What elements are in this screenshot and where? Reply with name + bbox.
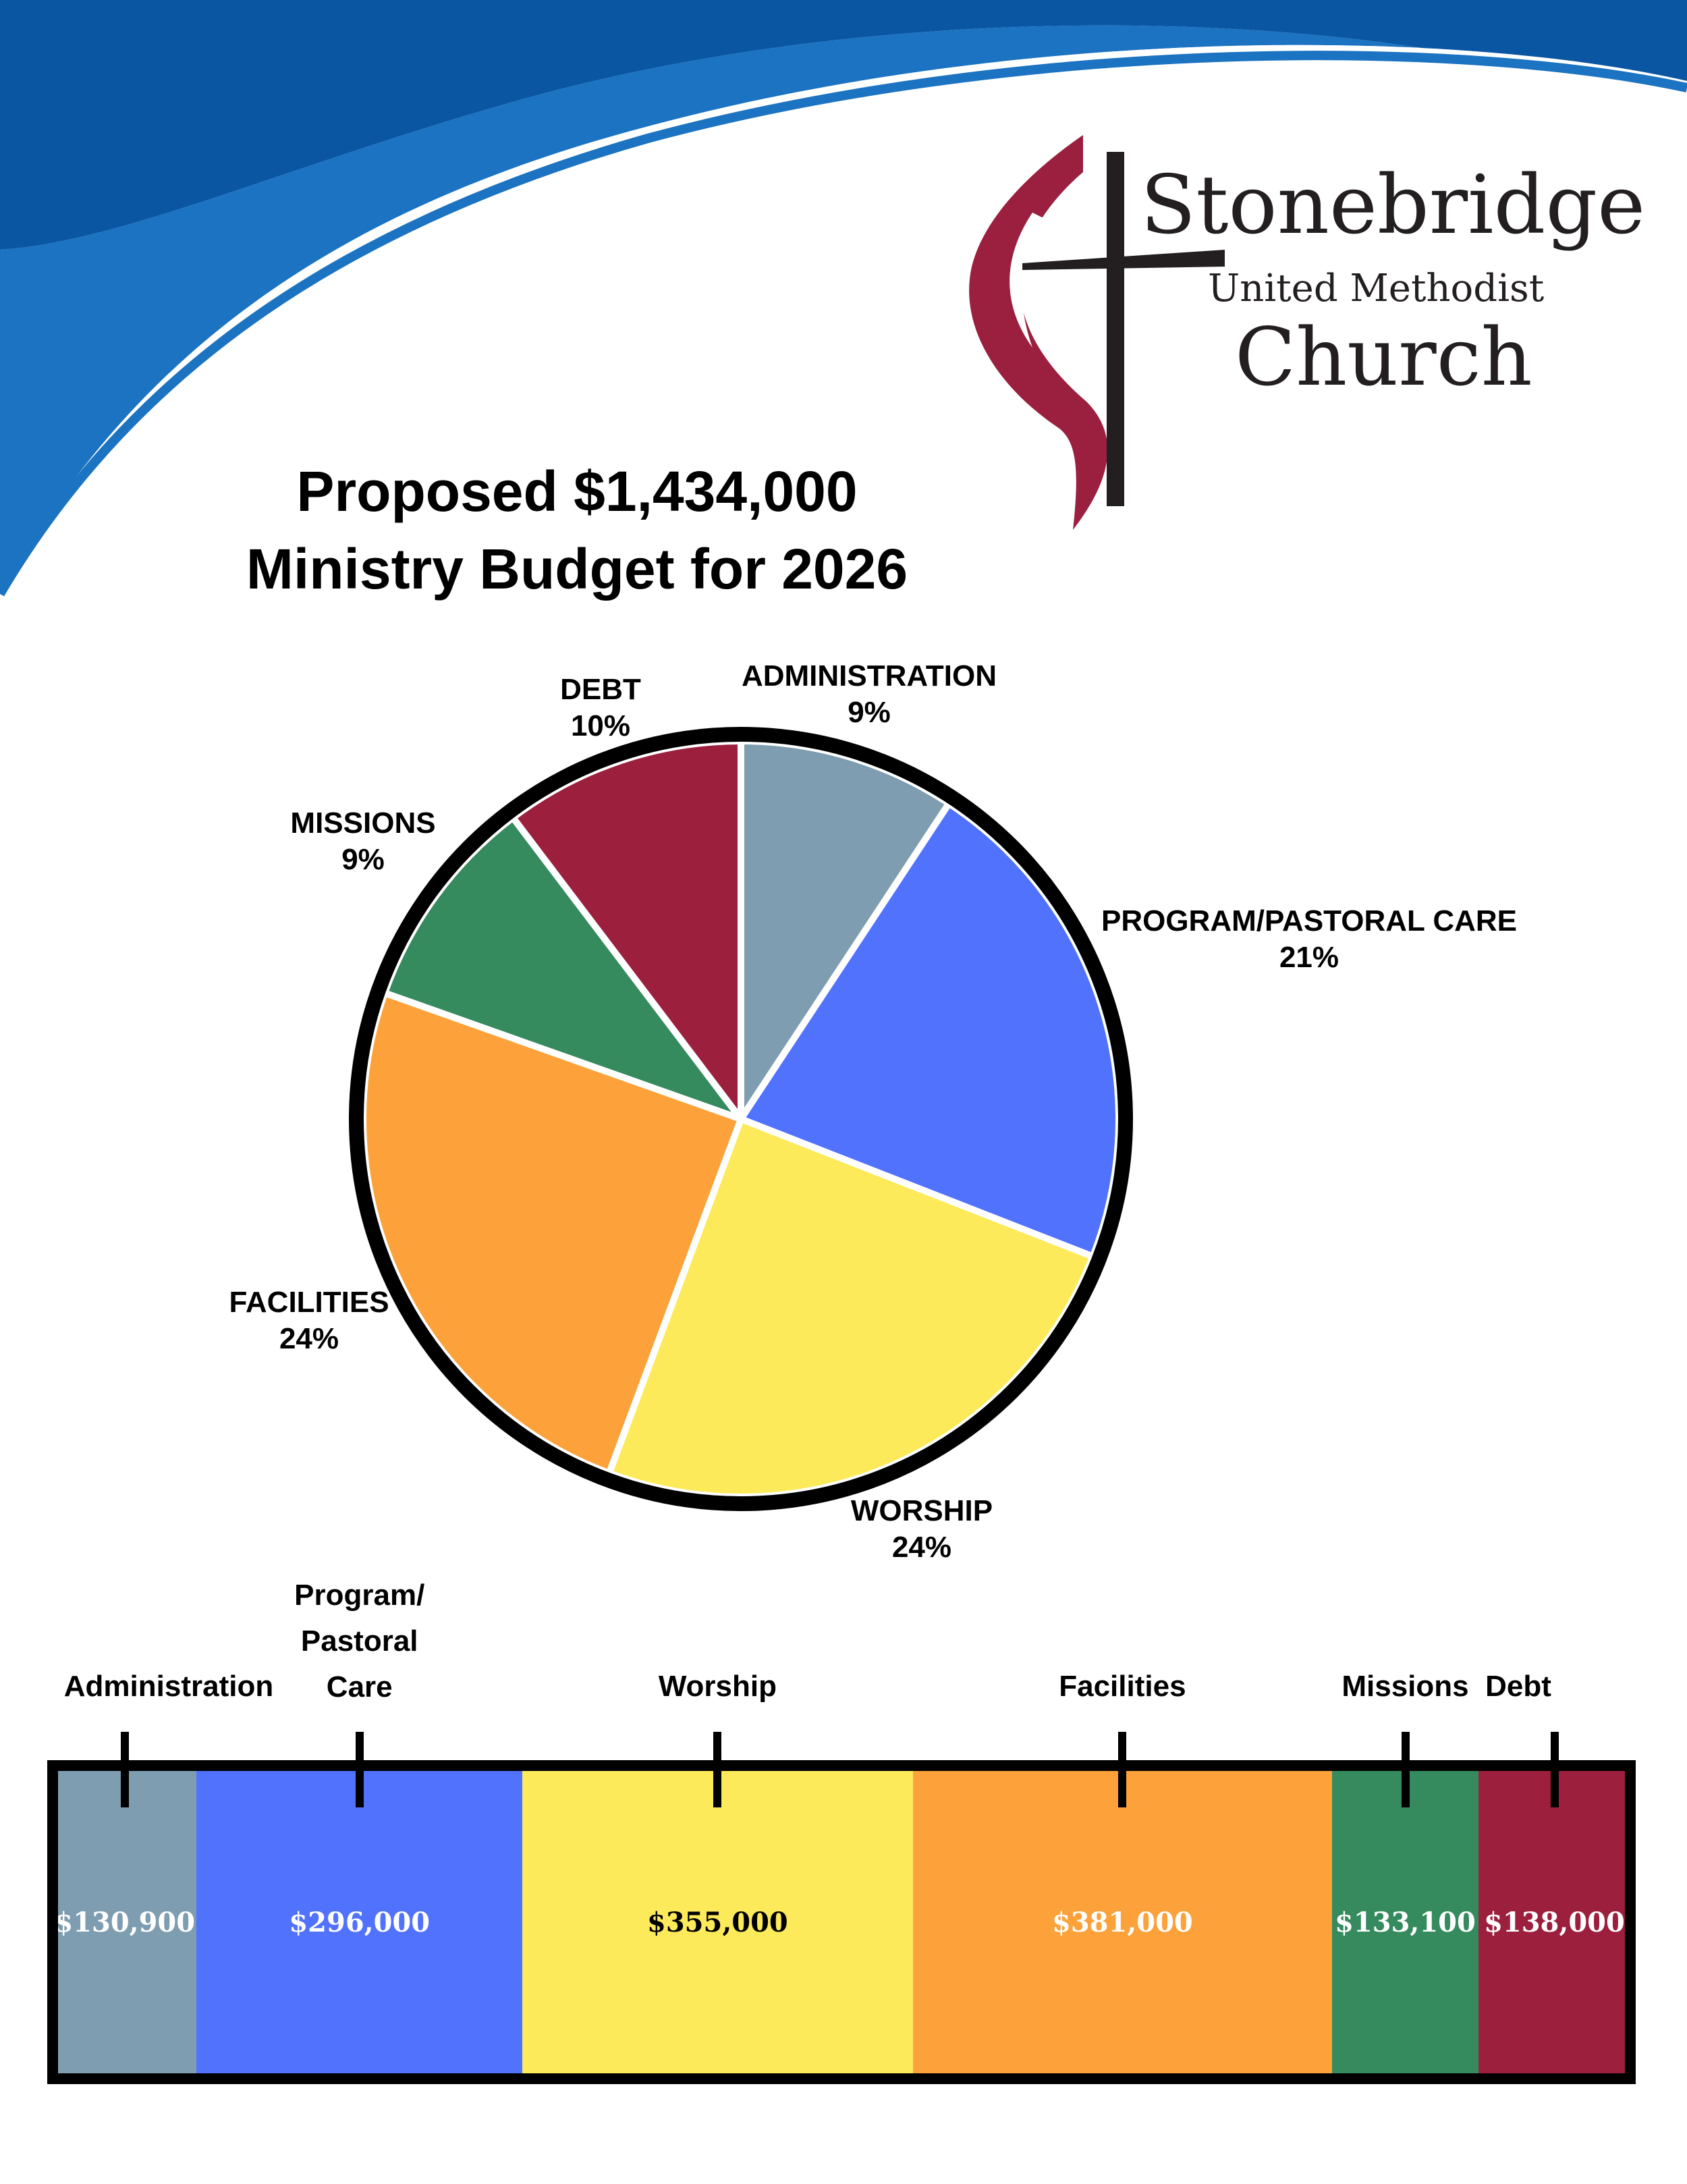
logo-subtitle: United Methodist bbox=[1208, 267, 1545, 310]
pie-label-name: FACILITIES bbox=[229, 1286, 389, 1319]
pie-label-missions bbox=[127, 805, 599, 878]
bar-category-label: Program/ Pastoral Care bbox=[294, 1579, 425, 1703]
bar-category-label: Debt bbox=[1485, 1670, 1551, 1703]
budget-title-line1: Proposed $1,434,000 bbox=[296, 460, 858, 523]
bar-category-label: Missions bbox=[1342, 1670, 1469, 1703]
pie-label-name: ADMINISTRATION bbox=[741, 659, 997, 692]
bar-tick bbox=[121, 1732, 129, 1807]
pie-label-percent: 10% bbox=[570, 709, 631, 742]
pie-label-percent: 24% bbox=[279, 1322, 339, 1355]
logo-church: Church bbox=[1235, 310, 1532, 404]
bar-value-label: $381,000 bbox=[1051, 1906, 1193, 1938]
stacked-bar-frame bbox=[47, 1760, 1636, 2084]
bar-tick bbox=[713, 1732, 721, 1807]
pie-label-percent: 9% bbox=[341, 843, 385, 876]
pie-label-name: WORSHIP bbox=[850, 1494, 993, 1527]
pie-label-program-pastoral-care bbox=[1073, 903, 1545, 976]
pie-label-percent: 21% bbox=[1279, 941, 1339, 974]
bar-tick bbox=[1551, 1732, 1559, 1807]
pie-label-name: PROGRAM/PASTORAL CARE bbox=[1101, 904, 1518, 937]
pie-label-worship bbox=[686, 1493, 1158, 1566]
bar-value-label: $130,900 bbox=[54, 1906, 196, 1938]
pie-label-facilities bbox=[73, 1284, 545, 1357]
pie-label-name: DEBT bbox=[560, 673, 641, 706]
bar-tick bbox=[1402, 1732, 1410, 1807]
bar-value-label: $296,000 bbox=[289, 1906, 431, 1938]
pie-label-percent: 24% bbox=[891, 1531, 952, 1564]
pie-label-debt bbox=[364, 672, 837, 744]
bar-category-label: Worship bbox=[658, 1670, 777, 1703]
bar-tick bbox=[356, 1732, 364, 1807]
budget-title-line2: Ministry Budget for 2026 bbox=[246, 537, 908, 601]
bar-category-label: Administration bbox=[63, 1670, 274, 1703]
bar-value-label: $355,000 bbox=[647, 1906, 788, 1938]
bar-category-label: Facilities bbox=[1059, 1670, 1186, 1703]
bar-value-label: $138,000 bbox=[1484, 1906, 1625, 1938]
logo-name: Stonebridge bbox=[1140, 159, 1646, 252]
bar-tick bbox=[1118, 1732, 1126, 1807]
pie-label-percent: 9% bbox=[848, 696, 891, 729]
bar-value-label: $133,100 bbox=[1335, 1906, 1476, 1938]
pie-label-name: MISSIONS bbox=[290, 807, 436, 840]
